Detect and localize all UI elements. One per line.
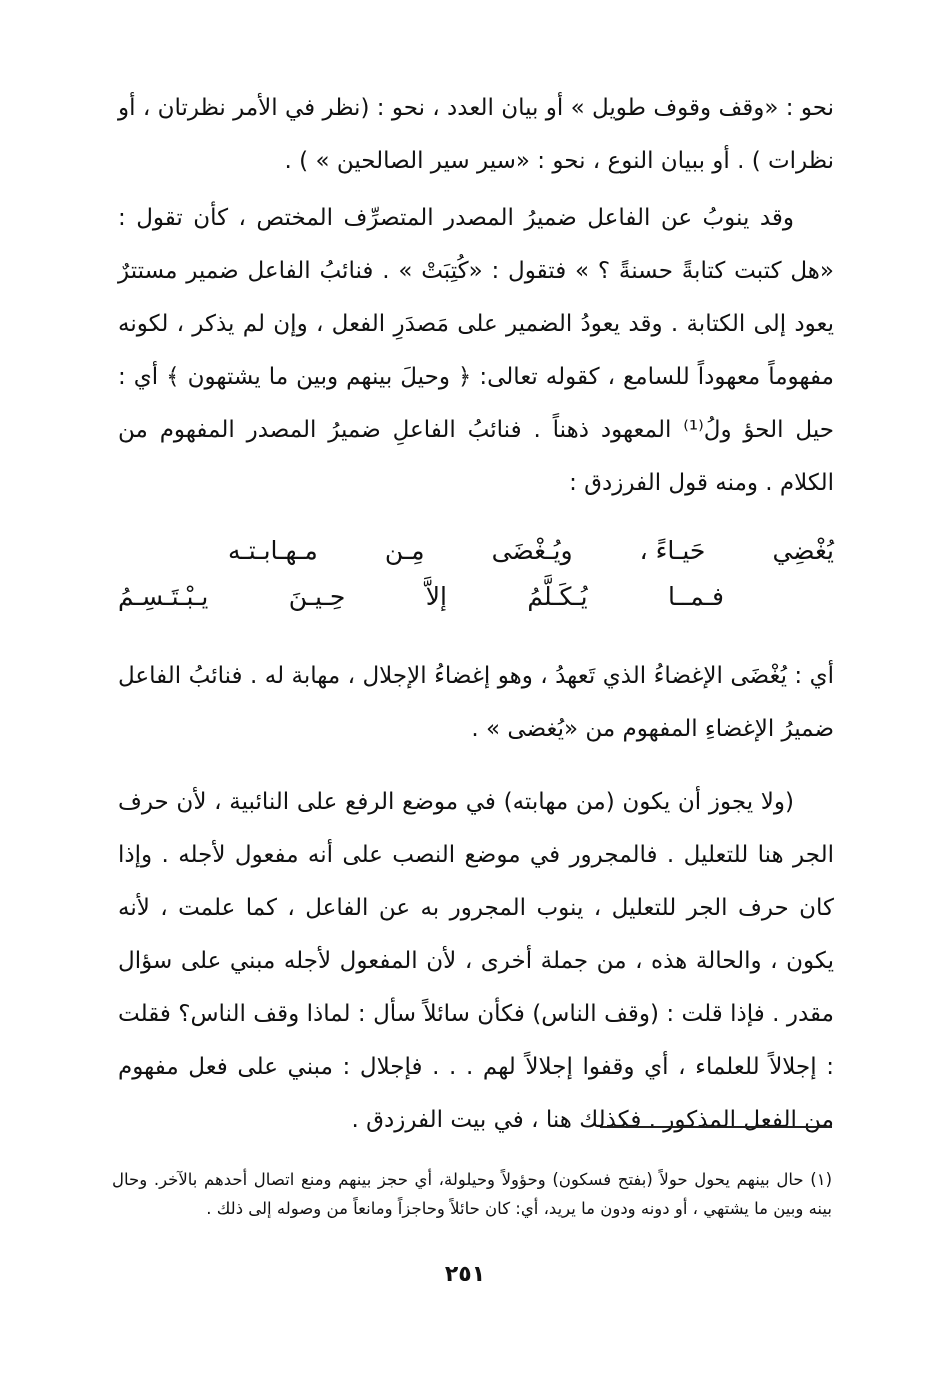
- verse-word: حِـيـنَ: [288, 582, 346, 611]
- paragraph-pronoun-of-verbal-noun: وقد ينوبُ عن الفاعل ضميرُ المصدر المتصرِّف المختص ، كأن تقول : «هل كتبت كتابةً حسنةً ؟ » فتقول : «كُتِبَتْ » . فنائبُ الفاعل ضمير مستترٌ يعود إلى الكتابة . وقد يعودُ الضمير على مَصدَرِ الفعل ، وإن لم يذكر ، لكونه مفهوماً معهوداً للسامع ، كقوله تعالى: ﴿ وحيلَ بينهم وبين ما يشتهون ﴾ أي : حيل الحؤ ولُ⁽¹⁾ المعهود ذهناً . فنائبُ الفاعلِ ضميرُ المصدر المفهوم من الكلام . ومنه قول الفرزدق :: [118, 205, 834, 496]
- verse-word: إلاَّ: [425, 582, 447, 611]
- verse-second-hemistich: [118, 574, 724, 620]
- verse-word: مـهـابـتـه: [228, 536, 318, 565]
- verse-word: حَيـاءً ،: [639, 536, 706, 565]
- verse-word: يُـكَـلَّمُ: [527, 582, 588, 611]
- verse-word: ويُـغْضَى: [491, 536, 573, 565]
- paragraph-verse-explanation: أي : يُغْضَى الإغضاءُ الذي تَعهدُ ، وهو إغضاءُ الإجلال ، مهابة له . فنائبُ الفاعل ضميرُ الإغضاءِ المفهوم من «يُغضى » .: [118, 663, 834, 742]
- paragraph-causal-preposition: (ولا يجوز أن يكون (من مهابته) في موضع الرفع على النائبية ، لأن حرف الجر هنا للتعليل . فالمجرور في موضع النصب على أنه مفعول لأجله . وإذا كان حرف الجر للتعليل ، ينوب المجرور به عن الفاعل ، كما علمت ، لأنه يكون ، والحالة هذه ، من جملة أخرى ، لأن المفعول لأجله مبني على سؤال مقدر . فإذا قلت : (وقف الناس) فكأن سائلاً سأل : لماذا وقف الناس؟ فقلت : إجلالاً للعلماء ، أي وقفوا إجلالاً لهم . . . فإجلال : مبني على فعل مفهوم من الفعل المذكور . فكذلك هنا ، في بيت الفرزدق .: [118, 789, 834, 1133]
- footnote: (١) حال بينهم يحول حولاً (بفتح فسكون) وحؤولاً وحيلولة، أي حجز بينهم ومنع اتصال أحدهم بالآخر. وحال بينه وبين ما يشتهي ، أو دونه ودون ما يريد، أي: كان حائلاً وحاجزاً ومانعاً من وصوله إلى ذلك .: [112, 1169, 832, 1218]
- page-number: ٢٥١: [444, 1262, 486, 1287]
- verse-first-hemistich: [228, 528, 834, 574]
- verse-word: مِـن: [384, 536, 425, 565]
- page-body: [118, 82, 834, 1147]
- verse-word: يُغْضِي: [772, 536, 834, 565]
- paragraph-intro: نحو : «وقف وقوف طويل » أو بيان العدد ، نحو : (نظر في الأمر نظرتان ، أو نظرات ) . أو ببيان النوع ، نحو : «سير سير الصالحين » ) .: [118, 95, 834, 174]
- verse-word: فـمــا: [668, 582, 724, 611]
- verse-word: يـبْـتَـسِـمُ: [118, 582, 209, 611]
- footnote-separator: [600, 1126, 832, 1128]
- poetry-verse: [118, 528, 834, 620]
